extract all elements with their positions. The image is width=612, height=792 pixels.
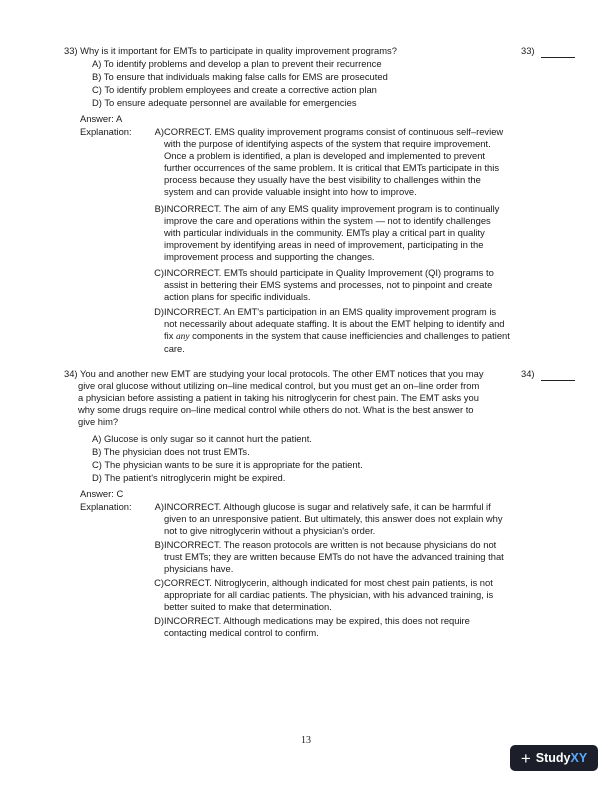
q34-option-c: C) The physician wants to be sure it is appropriate for the patient. <box>92 459 363 470</box>
q33-answer: Answer: A <box>80 113 123 124</box>
q34-expl-b-letter: B) <box>154 539 164 550</box>
q33-answer-blank[interactable] <box>541 46 575 58</box>
q33-option-a: A) To identify problems and develop a plan to prevent their recurrence <box>92 58 382 69</box>
q34-option-a: A) Glucose is only sugar so it cannot hurt the patient. <box>92 433 312 444</box>
q34-number-right: 34) <box>521 368 535 379</box>
q33-question: 33) Why is it important for EMTs to participate in quality improvement programs? <box>64 45 397 56</box>
q34-explanation-label: Explanation: <box>80 501 132 512</box>
q33-expl-a-letter: A) <box>154 126 164 137</box>
q33-option-c: C) To identify problem employees and create a corrective action plan <box>92 84 377 95</box>
q34-option-b: B) The physician does not trust EMTs. <box>92 446 250 457</box>
q34-expl-d: INCORRECT. Although medications may be expired, this does not require contacting medical control to confirm. <box>164 615 470 638</box>
q34-expl-c: CORRECT. Nitroglycerin, although indicated for most chest pain patients, is not appropriate for all cardiac patients. The physician, with his advanced training, is better suited to make that determination. <box>164 577 494 612</box>
q34-expl-a: INCORRECT. Although glucose is sugar and relatively safe, it can be harmful if given to an unresponsive patient. But ultimately, this answer does not explain why not to give nitroglycerin without a physician's order. <box>164 501 503 536</box>
q33-explanation-label: Explanation: <box>80 126 132 137</box>
q34-expl-a-letter: A) <box>154 501 164 512</box>
studyxy-logo-text: StudyXY <box>535 751 588 765</box>
q33-expl-d: INCORRECT. An EMT's participation in an EMS quality improvement program is not necessarily about adequate staffing. It is about the EMT helping to identify and fix any components in the system that cause inefficiencies and challenges to patient care. <box>164 306 510 354</box>
q34-question: 34) You and another new EMT are studying your local protocols. The other EMT notices that you may give oral glucose without utilizing on–line medical control, but you must get an on–line order from a physician before assisting a patient in taking his nitroglycerin for chest pain. The EMT asks you why some drugs require on–line medical control while others do not. What is the best answer to give him? <box>64 368 484 427</box>
q34-expl-b: INCORRECT. The reason protocols are written is not because physicians do not trust EMTs; they are written because EMTs do not have the advanced training that physicians have. <box>164 539 504 574</box>
studyxy-badge[interactable] <box>510 745 598 771</box>
q33-expl-a: CORRECT. EMS quality improvement programs consist of continuous self–review with the purpose of identifying aspects of the system that require improvement. Once a problem is identified, a plan is developed and implemented to prevent further occurrences of the same problem. It is critical that EMTs participate in this process because they usually have the best visibility to challenges within the system and can provide valuable insight into how to improve. <box>164 126 504 197</box>
q34-expl-d-letter: D) <box>154 615 164 626</box>
q33-expl-b-letter: B) <box>154 203 164 214</box>
page-number: 13 <box>301 735 311 746</box>
q34-expl-c-letter: C) <box>154 577 164 588</box>
plus-icon: + <box>520 748 531 768</box>
emphasis-any: any <box>175 332 190 342</box>
q33-number-right: 33) <box>521 45 535 56</box>
q34-option-d: D) The patient's nitroglycerin might be expired. <box>92 472 286 483</box>
q33-expl-d-letter: D) <box>154 306 164 317</box>
q33-expl-c: INCORRECT. EMTs should participate in Quality Improvement (QI) programs to assist in bettering their EMS systems and processes, not to pinpoint and create action plans for specific individuals. <box>164 267 494 302</box>
q34-answer-blank[interactable] <box>541 369 575 381</box>
q33-expl-c-letter: C) <box>154 267 164 278</box>
q33-option-d: D) To ensure adequate personnel are available for emergencies <box>92 97 357 108</box>
q33-option-b: B) To ensure that individuals making false calls for EMS are prosecuted <box>92 71 388 82</box>
q33-expl-b: INCORRECT. The aim of any EMS quality improvement program is to continually improve the care and operations within the system — not to identify challenges with particular individuals in the community. EMTs play a critical part in quality improvement by identifying areas in need of improvement, participating in the improvement process and supporting the changes. <box>164 203 500 262</box>
q34-answer: Answer: C <box>80 488 124 499</box>
